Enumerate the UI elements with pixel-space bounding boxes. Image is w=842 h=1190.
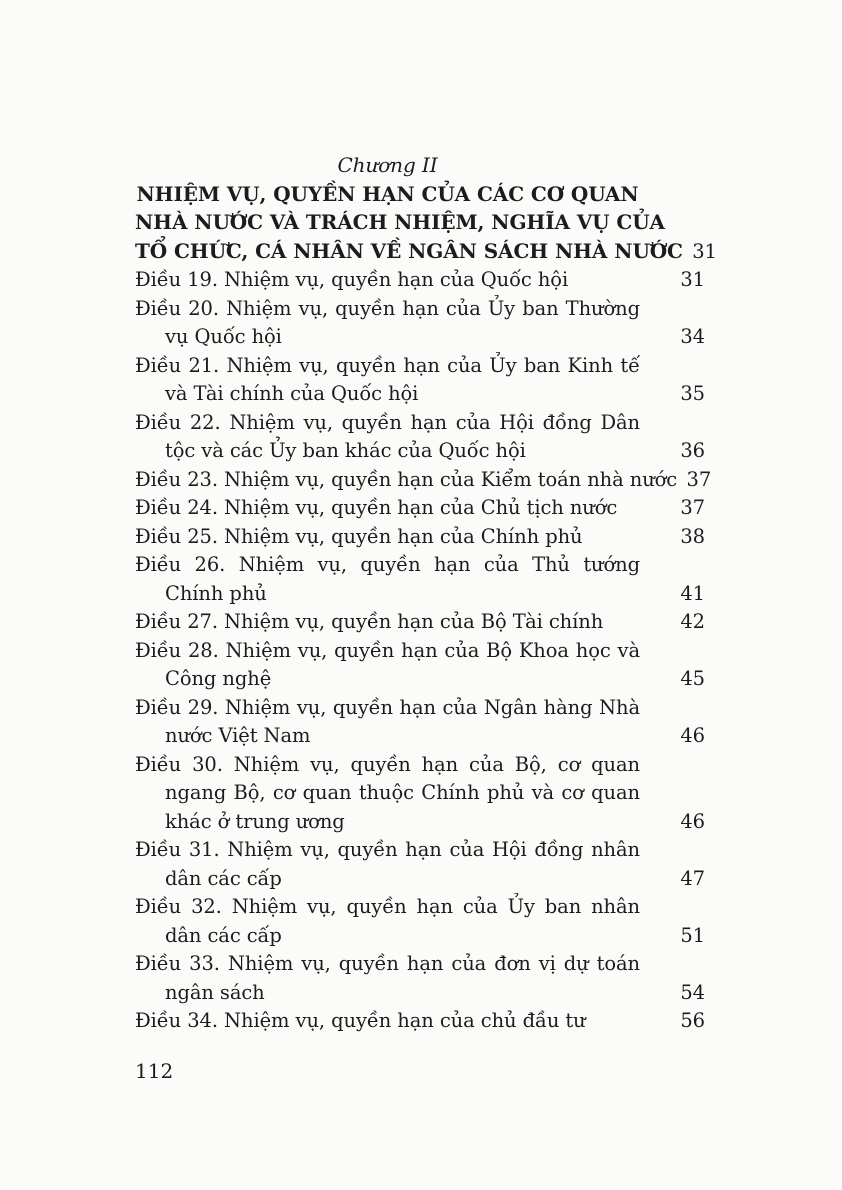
toc-line xyxy=(135,380,705,409)
toc-line-text: Công nghệ xyxy=(165,667,272,690)
chapter-heading-line: NHIỆM VỤ, QUYỀN HẠN CỦA CÁC CƠ QUAN xyxy=(136,181,639,206)
toc-entry xyxy=(135,694,705,751)
chapter-heading-text: TỔ CHỨC, CÁ NHÂN VỀ NGÂN SÁCH NHÀ NƯỚC xyxy=(135,238,683,263)
toc-line-text: Điều 34. Nhiệm vụ, quyền hạn của chủ đầu tư xyxy=(135,1009,586,1032)
toc-line-text: tộc và các Ủy ban khác của Quốc hội xyxy=(165,439,526,462)
toc-line-text: Điều 27. Nhiệm vụ, quyền hạn của Bộ Tài chính xyxy=(135,610,604,633)
chapter-heading xyxy=(135,180,717,267)
toc-entry xyxy=(135,409,705,466)
toc-entry xyxy=(135,608,705,637)
toc-page-number: 31 xyxy=(680,268,705,291)
toc-line xyxy=(135,580,705,609)
toc-content xyxy=(135,151,717,1036)
toc-line-text: dân các cấp xyxy=(165,866,282,890)
toc-line-text: khác ở trung ương xyxy=(165,809,345,833)
toc-line: Điều 31. Nhiệm vụ, quyền hạn của Hội đồng nhân xyxy=(135,838,640,861)
footer-page-number: 112 xyxy=(135,1059,174,1083)
toc-page-number: 35 xyxy=(680,382,705,405)
toc-entry xyxy=(135,950,705,1007)
toc-entries xyxy=(135,266,712,1036)
toc-page-number: 34 xyxy=(680,325,705,348)
toc-entry xyxy=(135,352,705,409)
toc-entry xyxy=(135,523,705,552)
toc-line-text: Điều 24. Nhiệm vụ, quyền hạn của Chủ tịch nước xyxy=(135,496,618,519)
toc-line xyxy=(135,437,705,466)
chapter-label: Chương II xyxy=(337,153,438,177)
toc-line: Điều 28. Nhiệm vụ, quyền hạn của Bộ Khoa học và xyxy=(135,638,640,662)
toc-line xyxy=(135,523,705,552)
chapter-heading-line xyxy=(135,237,717,267)
toc-entry xyxy=(135,637,705,694)
toc-line: Điều 33. Nhiệm vụ, quyền hạn của đơn vị dự toán xyxy=(135,952,640,975)
toc-line xyxy=(135,722,705,751)
toc-line-text: nước Việt Nam xyxy=(165,724,311,747)
toc-line xyxy=(135,665,705,694)
toc-line xyxy=(135,979,705,1008)
toc-page-number: 37 xyxy=(680,496,705,519)
toc-entry xyxy=(135,751,705,837)
toc-entry xyxy=(135,893,705,950)
toc-line: Điều 21. Nhiệm vụ, quyền hạn của Ủy ban Kinh tế xyxy=(135,353,640,377)
toc-page-number: 37 xyxy=(686,467,712,491)
toc-line: Điều 26. Nhiệm vụ, quyền hạn của Thủ tướng xyxy=(135,553,640,576)
toc-entry xyxy=(135,295,705,352)
toc-page-number: 36 xyxy=(680,439,705,462)
toc-line-text: Chính phủ xyxy=(165,581,267,605)
chapter-page-number: 31 xyxy=(692,239,717,263)
toc-page-number: 46 xyxy=(680,809,705,833)
toc-entry xyxy=(135,551,705,608)
toc-line-text: Điều 23. Nhiệm vụ, quyền hạn của Kiểm toán nhà nước xyxy=(135,467,678,491)
toc-line: Điều 22. Nhiệm vụ, quyền hạn của Hội đồng Dân xyxy=(135,410,640,434)
toc-line xyxy=(135,1007,705,1036)
toc-entry xyxy=(135,494,705,523)
toc-line xyxy=(135,865,705,894)
toc-line-text: Điều 25. Nhiệm vụ, quyền hạn của Chính phủ xyxy=(135,524,583,548)
toc-page-number: 54 xyxy=(680,980,705,1004)
chapter-heading-line: NHÀ NƯỚC VÀ TRÁCH NHIỆM, NGHĨA VỤ CỦA xyxy=(135,210,665,234)
toc-line: Điều 20. Nhiệm vụ, quyền hạn của Ủy ban Thường xyxy=(135,296,640,320)
toc-line xyxy=(135,922,705,951)
toc-line: Điều 32. Nhiệm vụ, quyền hạn của Ủy ban nhân xyxy=(135,895,640,918)
toc-entry xyxy=(135,836,705,893)
toc-line-text: ngân sách xyxy=(165,980,265,1004)
toc-page-number: 38 xyxy=(680,524,705,548)
toc-entry xyxy=(135,266,705,295)
toc-line xyxy=(135,266,705,295)
toc-line-text: dân các cấp xyxy=(165,923,282,947)
toc-line xyxy=(135,323,705,352)
toc-line xyxy=(135,494,705,523)
toc-page-number: 47 xyxy=(680,866,705,890)
toc-page-number: 45 xyxy=(680,667,705,690)
toc-page-number: 46 xyxy=(680,724,705,747)
toc-line: Điều 30. Nhiệm vụ, quyền hạn của Bộ, cơ quan xyxy=(135,752,640,776)
toc-page-number: 42 xyxy=(680,610,705,633)
toc-line-text: Điều 19. Nhiệm vụ, quyền hạn của Quốc hội xyxy=(135,268,569,291)
toc-line: ngang Bộ, cơ quan thuộc Chính phủ và cơ quan xyxy=(165,781,640,804)
toc-line xyxy=(135,808,705,837)
toc-line xyxy=(135,466,712,495)
toc-line-text: và Tài chính của Quốc hội xyxy=(165,382,419,405)
toc-entry xyxy=(135,466,712,495)
toc-entry xyxy=(135,1007,705,1036)
toc-line-text: vụ Quốc hội xyxy=(165,325,282,348)
toc-line: Điều 29. Nhiệm vụ, quyền hạn của Ngân hàng Nhà xyxy=(135,695,640,719)
toc-page-number: 56 xyxy=(680,1009,705,1032)
toc-page-number: 51 xyxy=(680,923,705,947)
toc-page-number: 41 xyxy=(680,581,705,605)
toc-line xyxy=(135,608,705,637)
